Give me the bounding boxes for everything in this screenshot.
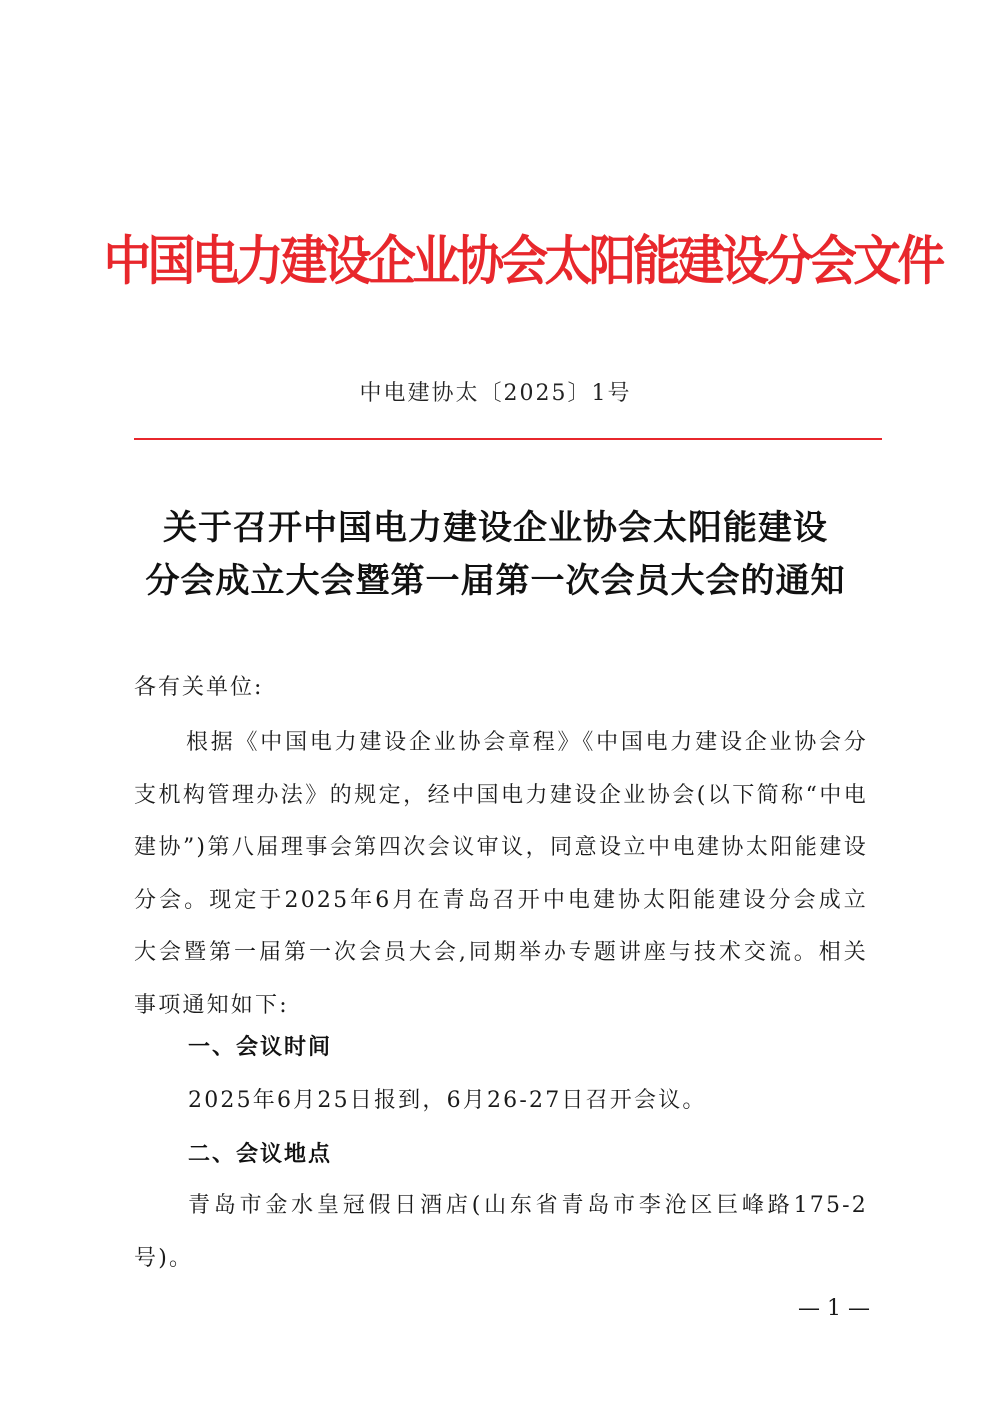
section-heading-time: 一、会议时间 — [188, 1035, 333, 1060]
section-heading-location: 二、会议地点 — [188, 1142, 333, 1167]
section-text-location: 青岛市金水皇冠假日酒店(山东省青岛市李沧区巨峰路175-2号)。 — [134, 1193, 868, 1271]
intro-paragraph: 根据《中国电力建设企业协会章程》《中国电力建设企业协会分支机构管理办法》的规定，经中国电力建设企业协会(以下简称“中电建协”)第八届理事会第四次会议审议，同意设立中电建协太阳能建设分会。现定于2025年6月在青岛召开中电建协太阳能建设分会成立大会暨第一届第一次会员大会,同期举办专题讲座与技术交流。相关事项通知如下: — [134, 730, 868, 1018]
title-line-1: 关于召开中国电力建设企业协会太阳能建设 — [163, 508, 828, 548]
salutation: 各有关单位: — [134, 675, 264, 700]
page-number: — 1 — — [798, 1296, 870, 1321]
organization-header: 中国电力建设企业协会太阳能建设分会文件 — [103, 231, 942, 292]
header-divider — [134, 438, 882, 440]
section-text-time: 2025年6月25日报到，6月26-27日召开会议。 — [188, 1088, 707, 1113]
document-number: 中电建协太〔2025〕1号 — [359, 381, 632, 406]
title-line-2: 分会成立大会暨第一届第一次会员大会的通知 — [145, 561, 846, 601]
document-title — [110, 502, 881, 608]
